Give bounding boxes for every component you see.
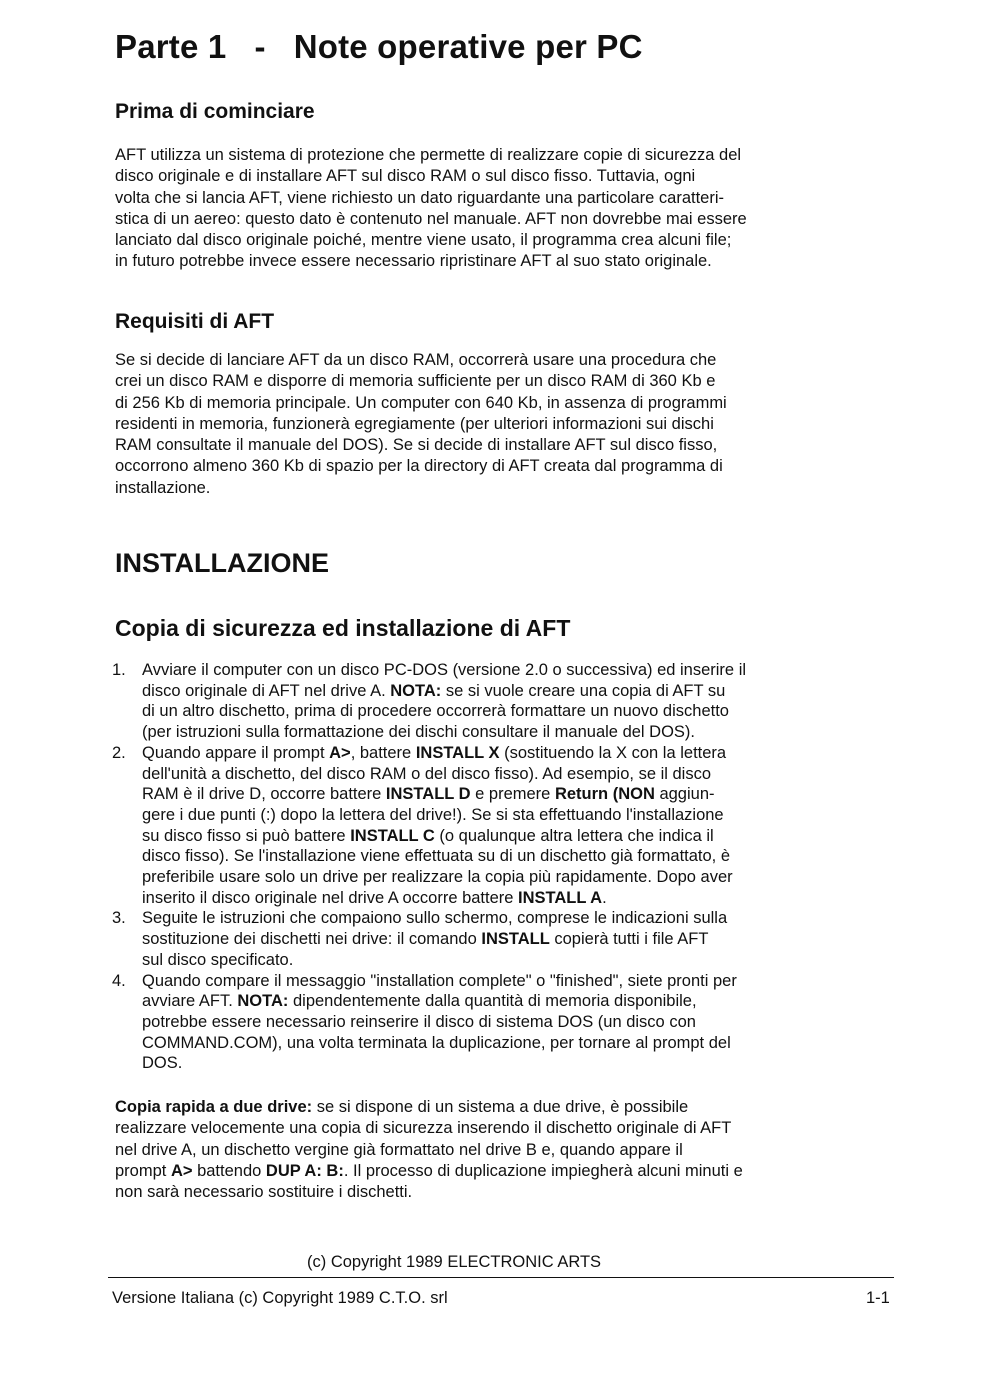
- bold-text-run: A>: [329, 743, 351, 762]
- step-line: [142, 681, 872, 702]
- paragraph-line: residenti in memoria, funzionerà egregiamente (per ulteriori informazioni sui dischi: [115, 414, 714, 433]
- text-run: se si dispone di un sistema a due drive, è possibile: [312, 1098, 689, 1116]
- paragraph-line: [115, 1097, 875, 1118]
- heading-prima-di-cominciare: Prima di cominciare: [115, 100, 315, 123]
- step-number: 2.: [112, 743, 126, 762]
- bold-text-run: Return: [554, 785, 609, 804]
- text-run: (sostituendo la X con la lettera: [499, 743, 727, 762]
- text-run: potrebbe essere necessario reinserire il disco di sistema DOS (un disco con: [142, 1012, 696, 1031]
- bold-text-run: Copia rapida a due drive:: [115, 1098, 313, 1116]
- bold-text-run: NOTA:: [390, 681, 442, 700]
- paragraph-line: crei un disco RAM e disporre di memoria sufficiente per un disco RAM di 360 Kb e: [115, 372, 716, 391]
- text-run: dell'unità a dischetto, del disco RAM o del disco fisso). Ad esempio, se il disco: [142, 764, 712, 783]
- text-run: . Il processo di duplicazione impiegherà alcuni minuti e: [343, 1161, 743, 1180]
- bold-text-run: INSTALL: [481, 930, 550, 949]
- paragraph-line: stica di un aereo: questo dato è contenuto nel manuale. AFT non dovrebbe mai essere: [115, 209, 747, 228]
- text-run: Quando compare il messaggio "installation complete" o "finished", siete pronti per: [142, 971, 737, 990]
- paragraph-line: [115, 1182, 875, 1203]
- step-line: [142, 1033, 872, 1054]
- text-run: sostituzione dei dischetti nei drive: il comando: [142, 930, 482, 949]
- step-line: [142, 805, 872, 826]
- text-run: prompt: [115, 1161, 171, 1180]
- subheading-copia-di-sicurezza: Copia di sicurezza ed installazione di AFT: [115, 615, 571, 641]
- paragraph-line: installazione.: [115, 478, 211, 497]
- bold-text-run: A>: [170, 1161, 193, 1180]
- step-number: 3.: [112, 909, 126, 928]
- paragraph-line: di 256 Kb di memoria principale. Un computer con 640 Kb, in assenza di programmi: [115, 393, 727, 412]
- paragraph-prima-di-cominciare: [115, 145, 865, 273]
- text-run: Quando appare il prompt: [142, 743, 330, 762]
- text-run: (o qualunque altra lettera che indica il: [434, 826, 714, 845]
- step-line: [142, 971, 872, 992]
- step-line: [142, 764, 872, 785]
- installation-steps-list: [112, 660, 872, 1074]
- text-run: gere i due punti (:) dopo la lettera del drive!). Se si sta effettuando l'installazione: [142, 805, 724, 824]
- step-line: [142, 722, 872, 743]
- step-item: [112, 971, 872, 1075]
- step-line: [142, 991, 872, 1012]
- step-line: [142, 929, 872, 950]
- text-run: aggiun-: [654, 785, 715, 804]
- paragraph-line: in futuro potrebbe invece essere necessario ripristinare AFT al suo stato originale.: [115, 252, 712, 271]
- footer-version: Versione Italiana (c) Copyright 1989 C.T.O. srl: [112, 1289, 448, 1307]
- text-run: , battere: [350, 743, 416, 762]
- text-run: e premere: [470, 785, 555, 804]
- title-name: Note operative per PC: [293, 28, 643, 65]
- title-dash: -: [254, 28, 266, 65]
- footer-copyright: (c) Copyright 1989 ELECTRONIC ARTS: [307, 1253, 602, 1271]
- text-run: di un altro dischetto, prima di procedere occorrerà formattare un nuovo dischetto: [142, 702, 729, 721]
- step-line: [142, 908, 872, 929]
- text-run: Seguite le istruzioni che compaiono sullo schermo, comprese le indicazioni sulla: [142, 909, 728, 928]
- step-item: [112, 743, 872, 909]
- step-item: [112, 660, 872, 743]
- step-line: [142, 950, 872, 971]
- heading-requisiti: Requisiti di AFT: [115, 310, 275, 333]
- bold-text-run: INSTALL X: [415, 743, 500, 762]
- bold-text-run: INSTALL C: [350, 826, 435, 845]
- step-number: 1.: [112, 661, 126, 679]
- page-title: [115, 28, 643, 66]
- step-line: [142, 701, 872, 722]
- step-line: [142, 826, 872, 847]
- step-line: [142, 660, 872, 681]
- paragraph-line: [115, 1161, 875, 1182]
- step-line: [142, 888, 872, 909]
- heading-installazione: INSTALLAZIONE: [115, 548, 329, 578]
- part-label: Parte 1: [115, 28, 227, 65]
- bold-text-run: INSTALL D: [385, 785, 471, 804]
- text-run: su disco fisso si può battere: [142, 826, 351, 845]
- paragraph-line: [115, 1118, 875, 1139]
- text-run: .: [602, 888, 607, 907]
- text-run: (per istruzioni sulla formattazione dei dischi consultare il manuale del DOS).: [142, 723, 695, 742]
- text-run: DOS.: [142, 1054, 183, 1073]
- step-line: [142, 846, 872, 867]
- paragraph-line: [115, 1140, 875, 1161]
- paragraph-line: disco originale e di installare AFT sul disco RAM o sul disco fisso. Tuttavia, ogni: [115, 167, 696, 186]
- paragraph-line: lanciato dal disco originale poiché, mentre viene usato, il programma crea alcuni file;: [115, 231, 732, 250]
- step-line: [142, 1053, 872, 1074]
- bold-text-run: INSTALL A: [518, 888, 603, 907]
- step-line: [142, 784, 872, 805]
- text-run: preferibile usare solo un drive per realizzare la copia più rapidamente. Dopo aver: [142, 868, 733, 887]
- paragraph-line: Se si decide di lanciare AFT da un disco RAM, occorrerà usare una procedura che: [115, 351, 717, 369]
- bold-text-run: DUP A: B:: [265, 1161, 344, 1180]
- text-run: realizzare velocemente una copia di sicurezza inserendo il dischetto originale di AFT: [115, 1119, 732, 1138]
- text-run: avviare AFT.: [142, 992, 238, 1011]
- text-run: COMMAND.COM), una volta terminata la duplicazione, per tornare al prompt del: [142, 1033, 731, 1052]
- paragraph-line: occorrono almeno 360 Kb di spazio per la directory di AFT creata dal programma di: [115, 457, 723, 476]
- step-line: [142, 867, 872, 888]
- text-run: sul disco specificato.: [142, 950, 294, 969]
- footer-divider: [108, 1277, 894, 1278]
- text-run: disco fisso). Se l'installazione viene effettuata su di un dischetto già formattato, è: [142, 847, 731, 866]
- bold-text-run: (NON: [612, 785, 655, 804]
- step-item: [112, 908, 872, 970]
- paragraph-line: RAM consultate il manuale del DOS). Se si decide di installare AFT sul disco fisso,: [115, 436, 718, 455]
- text-run: battendo: [192, 1161, 266, 1180]
- text-run: inserito il disco originale nel drive A occorre battere: [142, 888, 519, 907]
- paragraph-line: AFT utilizza un sistema di protezione che permette di realizzare copie di sicurezza del: [115, 146, 742, 164]
- text-run: disco originale di AFT nel drive A.: [142, 681, 391, 700]
- text-run: copierà tutti i file AFT: [549, 930, 709, 949]
- paragraph-line: volta che si lancia AFT, viene richiesto un dato riguardante una particolare caratteri-: [115, 188, 724, 207]
- paragraph-requisiti: [115, 350, 865, 499]
- step-line: [142, 743, 872, 764]
- text-run: RAM è il drive D, occorre battere: [142, 785, 386, 804]
- paragraph-copia-rapida: [115, 1097, 875, 1203]
- text-run: nel drive A, un dischetto vergine già formattato nel drive B e, quando appare il: [115, 1140, 683, 1159]
- page-number: 1-1: [866, 1289, 890, 1307]
- text-run: non sarà necessario sostituire i dischetti.: [115, 1183, 413, 1202]
- text-run: dipendentemente dalla quantità di memoria disponibile,: [288, 992, 697, 1011]
- bold-text-run: NOTA:: [237, 992, 289, 1011]
- text-run: se si vuole creare una copia di AFT su: [441, 681, 726, 700]
- step-number: 4.: [112, 971, 126, 990]
- text-run: Avviare il computer con un disco PC-DOS (versione 2.0 o successiva) ed inserire il: [142, 661, 747, 679]
- step-line: [142, 1012, 872, 1033]
